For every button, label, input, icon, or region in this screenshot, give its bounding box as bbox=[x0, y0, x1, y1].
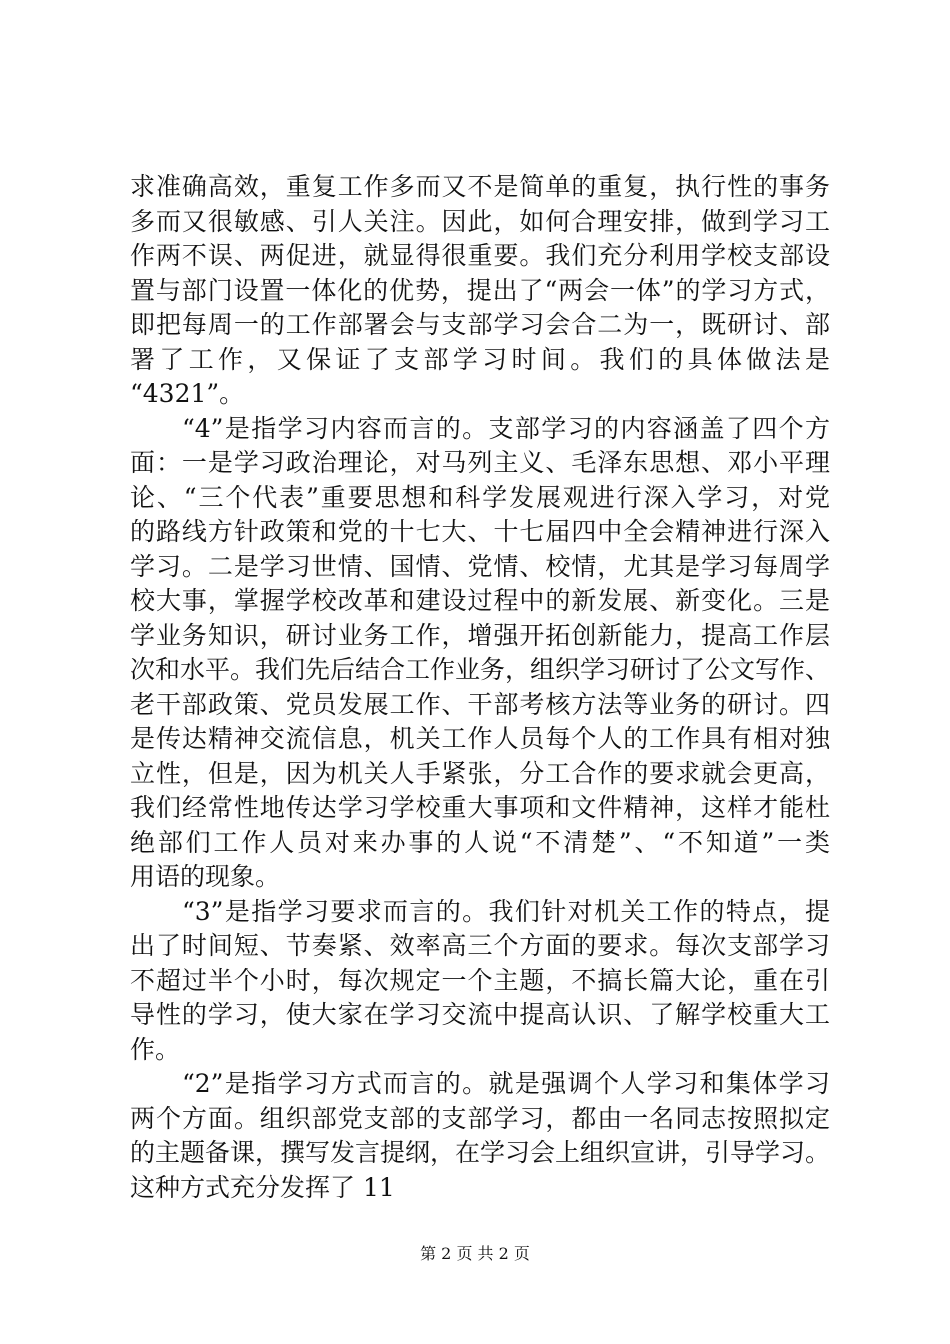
text-line: 的路线方针政策和党的十七大、十七届四中全会精神进行深入 bbox=[130, 517, 830, 546]
text-line: 学业务知识，研讨业务工作，增强开拓创新能力，提高工作层 bbox=[130, 620, 830, 650]
text-line: 学习。二是学习世情、国情、党情、校情，尤其是学习每周学 bbox=[130, 551, 830, 581]
page-footer bbox=[0, 1244, 950, 1264]
paragraph-first-line: “4”是指学习内容而言的。支部学习的内容涵盖了四个方 bbox=[182, 413, 830, 443]
text-line: 的主题备课，撰写发言提纲，在学习会上组织宣讲，引导学习。 bbox=[130, 1138, 830, 1167]
text-line: 我们经常性地传达学习学校重大事项和文件精神，这样才能杜 bbox=[130, 793, 830, 822]
text-line: 多而又很敏感、引人关注。因此，如何合理安排，做到学习工 bbox=[130, 206, 830, 236]
text-line: 署了工作，又保证了支部学习时间。我们的具体做法是 bbox=[130, 344, 830, 374]
text-line: 用语的现象。 bbox=[130, 862, 281, 891]
text-line: 校大事，掌握学校改革和建设过程中的新发展、新变化。三是 bbox=[130, 586, 830, 615]
body-text bbox=[130, 170, 830, 1205]
page-number-label: 第 2 页 共 2 页 bbox=[420, 1244, 530, 1263]
text-line: 老干部政策、党员发展工作、干部考核方法等业务的研讨。四 bbox=[130, 689, 830, 719]
text-line: 这种方式充分发挥了 11 bbox=[130, 1172, 395, 1202]
text-line: 作两不误、两促进，就显得很重要。我们充分利用学校支部设 bbox=[130, 241, 830, 270]
text-line: 出了时间短、节奏紧、效率高三个方面的要求。每次支部学习 bbox=[130, 931, 830, 960]
text-line: 即把每周一的工作部署会与支部学习会合二为一，既研讨、部 bbox=[130, 310, 830, 339]
paragraph-first-line: “3”是指学习要求而言的。我们针对机关工作的特点，提 bbox=[182, 896, 830, 926]
text-line: 导性的学习，使大家在学习交流中提高认识、了解学校重大工 bbox=[130, 1000, 830, 1029]
text-line: 论、“三个代表”重要思想和科学发展观进行深入学习，对党 bbox=[130, 482, 830, 512]
text-line: 面：一是学习政治理论，对马列主义、毛泽东思想、邓小平理 bbox=[130, 448, 830, 477]
text-line: “4321”。 bbox=[130, 379, 245, 408]
paragraph-first-line: “2”是指学习方式而言的。就是强调个人学习和集体学习 bbox=[182, 1069, 830, 1098]
text-line: 不超过半个小时，每次规定一个主题，不搞长篇大论，重在引 bbox=[130, 965, 830, 995]
text-line: 是传达精神交流信息，机关工作人员每个人的工作具有相对独 bbox=[130, 724, 830, 753]
text-line: 作。 bbox=[130, 1034, 181, 1064]
text-line: 绝部们工作人员对来办事的人说“不清楚”、“不知道”一类 bbox=[130, 827, 830, 857]
text-line: 置与部门设置一体化的优势，提出了“两会一体”的学习方式， bbox=[130, 275, 830, 305]
text-line: 两个方面。组织部党支部的支部学习，都由一名同志按照拟定 bbox=[130, 1103, 830, 1133]
text-line: 立性，但是，因为机关人手紧张，分工合作的要求就会更高， bbox=[130, 758, 830, 788]
text-line: 次和水平。我们先后结合工作业务，组织学习研讨了公文写作、 bbox=[130, 655, 830, 684]
text-line: 求准确高效，重复工作多而又不是简单的重复，执行性的事务 bbox=[130, 172, 830, 201]
